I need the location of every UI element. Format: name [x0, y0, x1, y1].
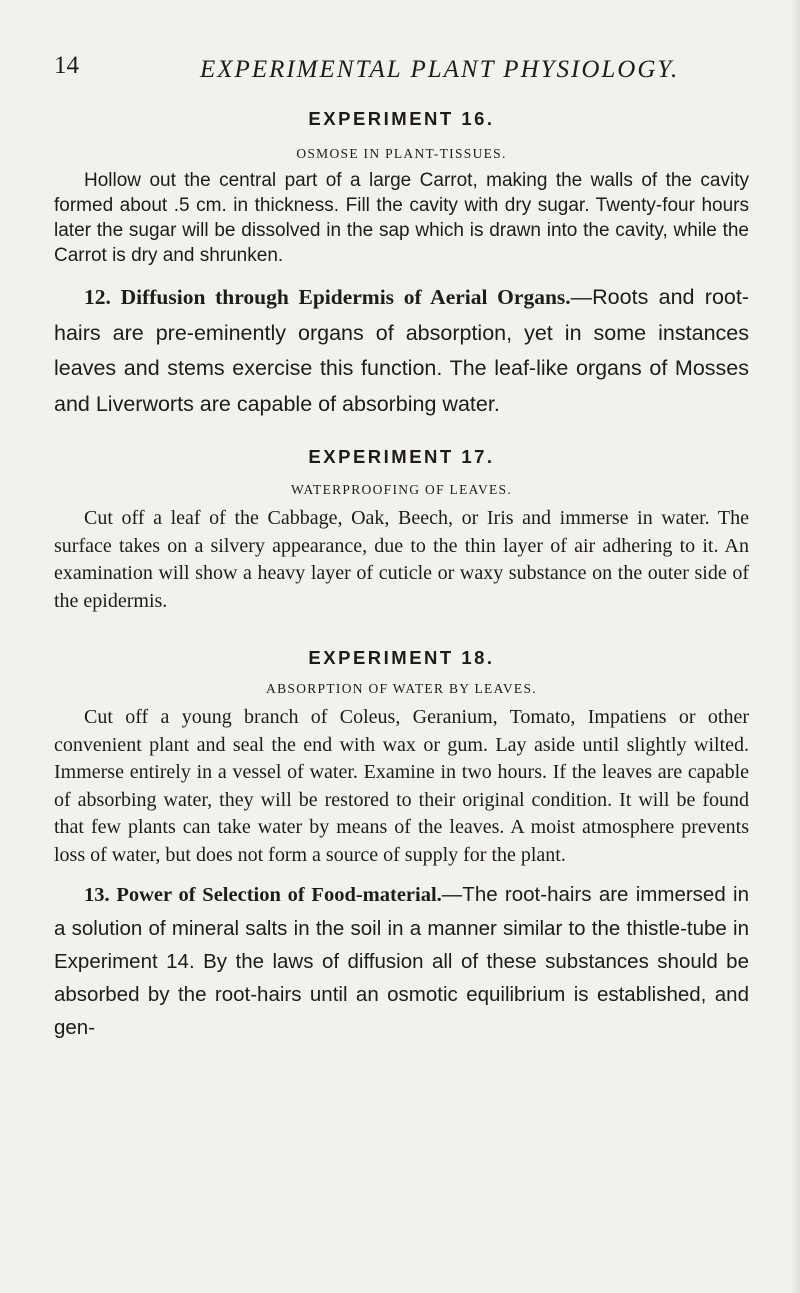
section-12-paragraph	[54, 280, 749, 422]
page-number: 14	[54, 52, 79, 79]
page-body	[54, 108, 749, 1044]
experiment-18-text: Cut off a young branch of Coleus, Geranium, Tomato, Impatiens or other convenient plant and seal the end with wax or gum. Lay aside until slightly wilted. Immerse entirely in a vessel of water. Examine in two hours. If the leaves are capable of absorbing water, they will be restored to their original condition. It will be found that few plants can take water by means of the leaves. A moist atmosphere prevents loss of water, but does not form a source of supply for the plant.	[54, 706, 749, 866]
experiment-18-title: EXPERIMENT 18.	[308, 647, 495, 668]
experiment-17-subtitle: WATERPROOFING OF LEAVES.	[290, 482, 513, 497]
experiment-18-subtitle: ABSORPTION OF WATER BY LEAVES.	[266, 681, 537, 696]
section-12-heading: 12. Diffusion through Epidermis of Aerial Organs.	[84, 285, 571, 309]
experiment-17-text: Cut off a leaf of the Cabbage, Oak, Beech, or Iris and immerse in water. The surface takes on a silvery appearance, due to the thin layer of air adhering to it. An examination will show a heavy layer of cuticle or waxy substance on the outer side of the epidermis.	[54, 507, 749, 612]
running-title: EXPERIMENTAL PLANT PHYSIOLOGY.	[200, 56, 680, 83]
section-13-heading: 13. Power of Selection of Food-material.	[84, 884, 442, 906]
experiment-16-text: Hollow out the central part of a large Carrot, making the walls of the cavity formed about .5 cm. in thickness. Fill the cavity with dry sugar. Twenty-four hours later the sugar will be dissolved in the sap which is drawn into the cavity, while the Carrot is dry and shrunken.	[54, 170, 749, 266]
page-edge-shadow	[790, 0, 800, 1293]
experiment-16-title: EXPERIMENT 16.	[308, 108, 495, 129]
section-13-paragraph	[54, 878, 749, 1044]
experiment-16-subtitle: OSMOSE IN PLANT-TISSUES.	[296, 146, 507, 161]
section-13-text: —The root-hairs are immersed in a solution of mineral salts in the soil in a manner similar to the thistle-tube in Experiment 14. By the laws of diffusion all of these substances should be absorbed by the root-hairs until an osmotic equilibrium is established, and gen-	[54, 883, 749, 1039]
section-12-text: —Roots and root-hairs are pre-eminently organs of absorption, yet in some instances leaves and stems exercise this function. The leaf-like organs of Mosses and Liverworts are capable of absorbing water.	[54, 285, 749, 416]
experiment-17-title: EXPERIMENT 17.	[308, 446, 495, 467]
running-header	[54, 52, 754, 92]
